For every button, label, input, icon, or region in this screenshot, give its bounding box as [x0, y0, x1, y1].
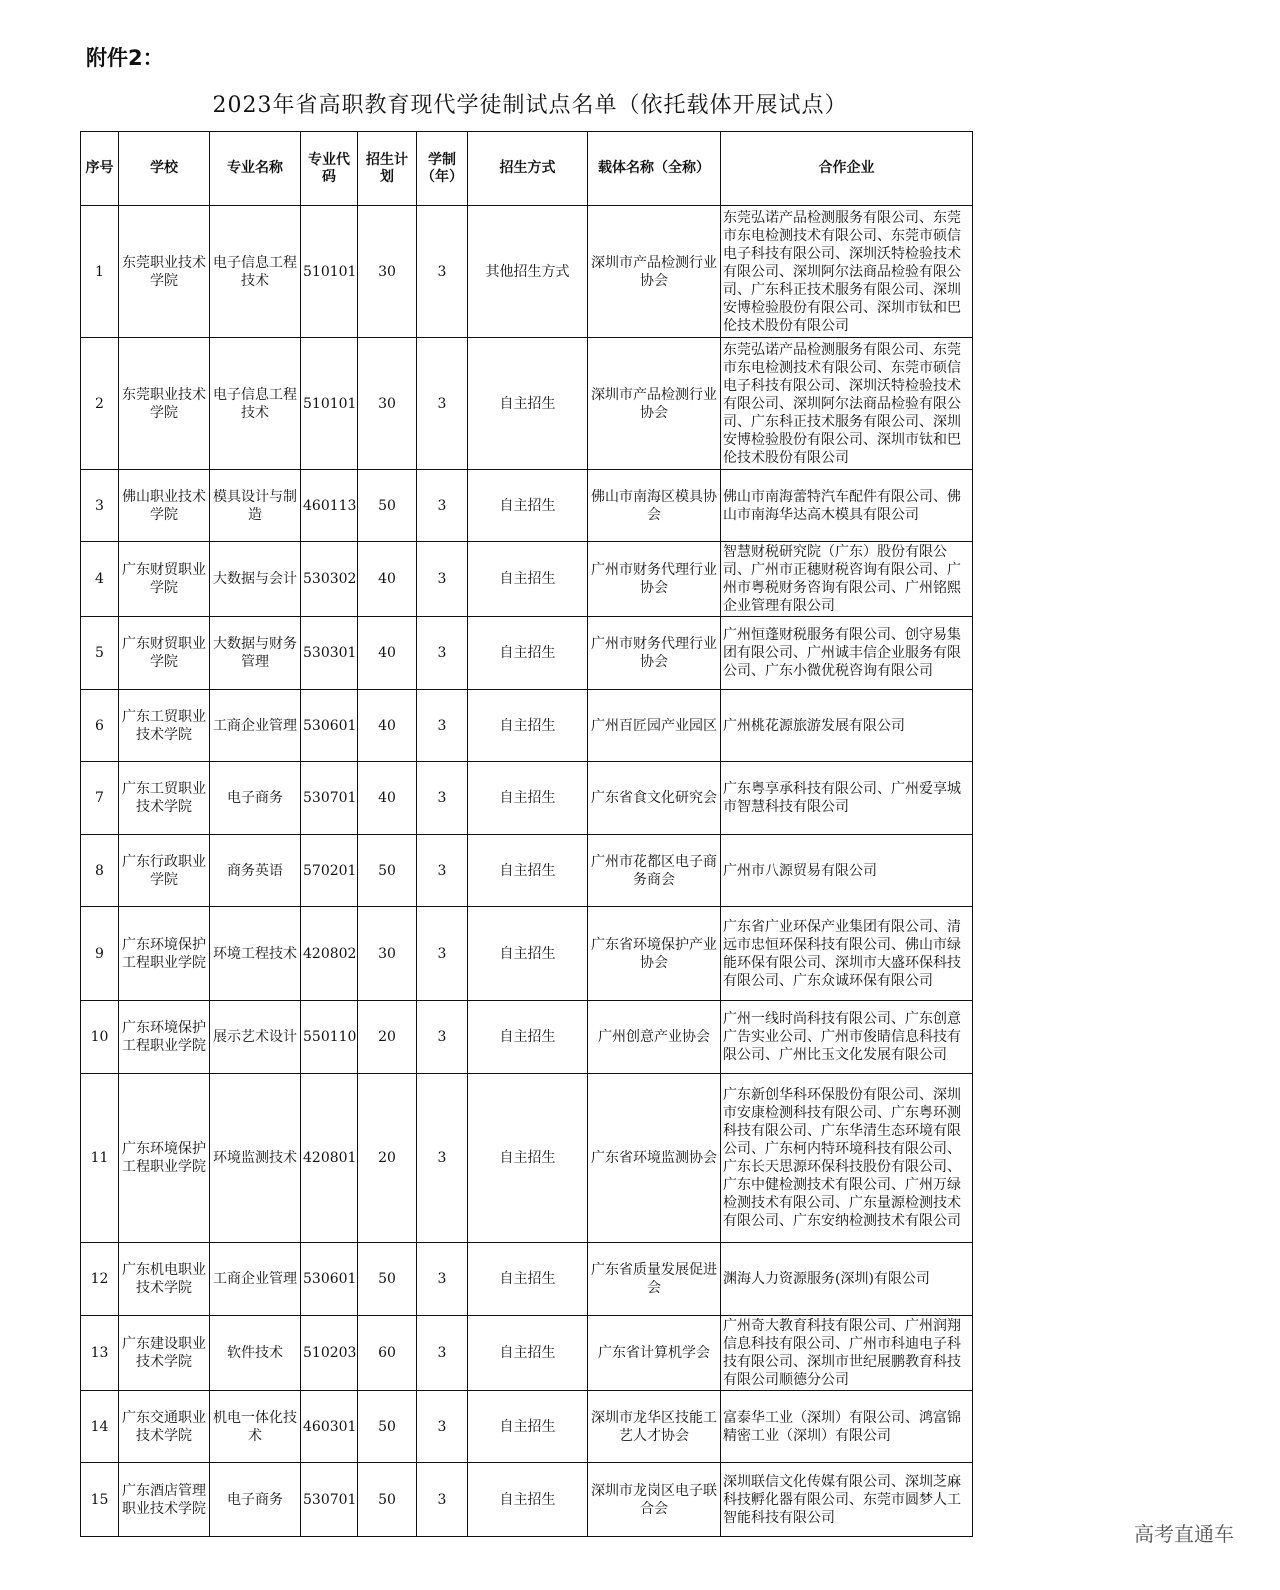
cell-company: 广州一线时尚科技有限公司、广东创意广告实业公司、广州市俊睛信息科技有限公司、广州比玉文化发展有限公司	[721, 1001, 973, 1074]
cell-no: 11	[81, 1074, 119, 1243]
cell-code: 530301	[301, 617, 358, 690]
cell-no: 15	[81, 1463, 119, 1537]
cell-company: 富泰华工业（深圳）有限公司、鸿富锦精密工业（深圳）有限公司	[721, 1391, 973, 1463]
attachment-label: 附件2：	[86, 46, 164, 70]
cell-method: 自主招生	[468, 1316, 588, 1391]
cell-years: 3	[417, 1391, 468, 1463]
cell-method: 自主招生	[468, 835, 588, 907]
cell-major: 电子商务	[210, 1463, 301, 1537]
cell-years: 3	[417, 1243, 468, 1316]
cell-school: 东莞职业技术学院	[119, 206, 210, 338]
cell-school: 广东环境保护工程职业学院	[119, 907, 210, 1001]
cell-years: 3	[417, 762, 468, 835]
cell-company: 广州市八源贸易有限公司	[721, 835, 973, 907]
cell-code: 510101	[301, 206, 358, 338]
cell-years: 3	[417, 206, 468, 338]
cell-company: 广东粤享承科技有限公司、广州爱享城市智慧科技有限公司	[721, 762, 973, 835]
cell-years: 3	[417, 1074, 468, 1243]
cell-code: 460113	[301, 470, 358, 542]
cell-method: 自主招生	[468, 1243, 588, 1316]
cell-major: 工商企业管理	[210, 1243, 301, 1316]
cell-plan: 50	[358, 1463, 417, 1537]
cell-method: 自主招生	[468, 1074, 588, 1243]
cell-major: 大数据与会计	[210, 542, 301, 617]
cell-method: 自主招生	[468, 1001, 588, 1074]
cell-company: 广东新创华科环保股份有限公司、深圳市安康检测科技有限公司、广东粤环测科技有限公司、广东华清生态环境有限公司、广东柯内特环境科技有限公司、广东长天思源环保科技股份有限公司、广东中健检测技术有限公司、广州万绿检测技术有限公司、广东量源检测技术有限公司、广东安纳检测技术有限公司	[721, 1074, 973, 1243]
cell-plan: 50	[358, 835, 417, 907]
cell-company: 广州恒蓬财税服务有限公司、创守易集团有限公司、广州诚丰信企业服务有限公司、广东小微优税咨询有限公司	[721, 617, 973, 690]
cell-company: 渊海人力资源服务(深圳)有限公司	[721, 1243, 973, 1316]
cell-carrier: 广州市财务代理行业协会	[588, 542, 721, 617]
header-method: 招生方式	[468, 132, 588, 206]
header-years: 学制（年）	[417, 132, 468, 206]
table-row	[81, 835, 973, 907]
cell-method: 自主招生	[468, 338, 588, 470]
cell-plan: 30	[358, 338, 417, 470]
cell-carrier: 广东省环境保护产业协会	[588, 907, 721, 1001]
cell-carrier: 广州市花都区电子商务商会	[588, 835, 721, 907]
cell-carrier: 广州百匠园产业园区	[588, 690, 721, 762]
cell-carrier: 广东省质量发展促进会	[588, 1243, 721, 1316]
cell-school: 广东建设职业技术学院	[119, 1316, 210, 1391]
cell-plan: 20	[358, 1074, 417, 1243]
cell-school: 广东行政职业学院	[119, 835, 210, 907]
cell-no: 2	[81, 338, 119, 470]
cell-plan: 40	[358, 690, 417, 762]
table-row	[81, 1243, 973, 1316]
cell-school: 广东酒店管理职业技术学院	[119, 1463, 210, 1537]
header-school: 学校	[119, 132, 210, 206]
cell-years: 3	[417, 690, 468, 762]
cell-plan: 30	[358, 206, 417, 338]
cell-code: 530302	[301, 542, 358, 617]
cell-no: 1	[81, 206, 119, 338]
cell-company: 东莞弘诺产品检测服务有限公司、东莞市东电检测技术有限公司、东莞市硕信电子科技有限公司、深圳沃特检验技术有限公司、深圳阿尔法商品检验有限公司、广东科正技术服务有限公司、深圳安博检验股份有限公司、深圳市钛和巴伦技术股份有限公司	[721, 338, 973, 470]
cell-years: 3	[417, 1001, 468, 1074]
table-row	[81, 542, 973, 617]
cell-school: 广东财贸职业学院	[119, 542, 210, 617]
cell-school: 广东工贸职业技术学院	[119, 690, 210, 762]
cell-code: 420801	[301, 1074, 358, 1243]
page-title: 2023年省高职教育现代学徒制试点名单（依托载体开展试点）	[212, 93, 848, 118]
cell-school: 东莞职业技术学院	[119, 338, 210, 470]
cell-carrier: 广州创意产业协会	[588, 1001, 721, 1074]
cell-carrier: 广东省计算机学会	[588, 1316, 721, 1391]
cell-major: 电子商务	[210, 762, 301, 835]
cell-no: 6	[81, 690, 119, 762]
cell-method: 自主招生	[468, 1463, 588, 1537]
cell-school: 广东财贸职业学院	[119, 617, 210, 690]
cell-code: 510203	[301, 1316, 358, 1391]
cell-no: 8	[81, 835, 119, 907]
cell-company: 东莞弘诺产品检测服务有限公司、东莞市东电检测技术有限公司、东莞市硕信电子科技有限公司、深圳沃特检验技术有限公司、深圳阿尔法商品检验有限公司、广东科正技术服务有限公司、深圳安博检验股份有限公司、深圳市钛和巴伦技术股份有限公司	[721, 206, 973, 338]
cell-carrier: 广东省环境监测协会	[588, 1074, 721, 1243]
cell-school: 广东环境保护工程职业学院	[119, 1074, 210, 1243]
cell-code: 550110	[301, 1001, 358, 1074]
cell-no: 7	[81, 762, 119, 835]
watermark-text: 高考直通车	[1134, 1522, 1234, 1546]
cell-major: 商务英语	[210, 835, 301, 907]
cell-plan: 20	[358, 1001, 417, 1074]
cell-plan: 60	[358, 1316, 417, 1391]
cell-years: 3	[417, 1316, 468, 1391]
header-company: 合作企业	[721, 132, 973, 206]
cell-no: 4	[81, 542, 119, 617]
cell-company: 广东省广业环保产业集团有限公司、清远市忠恒环保科技有限公司、佛山市绿能环保有限公司、深圳市大盛环保科技有限公司、广东众诚环保有限公司	[721, 907, 973, 1001]
table-row	[81, 1074, 973, 1243]
cell-school: 佛山职业技术学院	[119, 470, 210, 542]
cell-major: 展示艺术设计	[210, 1001, 301, 1074]
cell-no: 5	[81, 617, 119, 690]
cell-major: 大数据与财务管理	[210, 617, 301, 690]
cell-years: 3	[417, 470, 468, 542]
cell-company: 广州奇大教育科技有限公司、广州润翔信息科技有限公司、广州市科迪电子科技有限公司、深圳市世纪展鹏教育科技有限公司顺德分公司	[721, 1316, 973, 1391]
cell-company: 智慧财税研究院（广东）股份有限公司、广州市正穗财税咨询有限公司、广州市粤税财务咨询有限公司、广州铭熙企业管理有限公司	[721, 542, 973, 617]
cell-major: 电子信息工程技术	[210, 206, 301, 338]
cell-years: 3	[417, 1463, 468, 1537]
cell-code: 530601	[301, 1243, 358, 1316]
cell-carrier: 深圳市产品检测行业协会	[588, 206, 721, 338]
table-row	[81, 338, 973, 470]
cell-school: 广东交通职业技术学院	[119, 1391, 210, 1463]
cell-years: 3	[417, 617, 468, 690]
cell-major: 电子信息工程技术	[210, 338, 301, 470]
cell-method: 其他招生方式	[468, 206, 588, 338]
cell-major: 环境监测技术	[210, 1074, 301, 1243]
cell-no: 3	[81, 470, 119, 542]
cell-carrier: 广东省食文化研究会	[588, 762, 721, 835]
cell-major: 模具设计与制造	[210, 470, 301, 542]
cell-method: 自主招生	[468, 1391, 588, 1463]
cell-code: 510101	[301, 338, 358, 470]
cell-years: 3	[417, 907, 468, 1001]
cell-code: 530601	[301, 690, 358, 762]
cell-code: 530701	[301, 1463, 358, 1537]
cell-no: 13	[81, 1316, 119, 1391]
cell-plan: 40	[358, 542, 417, 617]
table-row	[81, 617, 973, 690]
table-row	[81, 907, 973, 1001]
cell-plan: 50	[358, 470, 417, 542]
cell-method: 自主招生	[468, 762, 588, 835]
cell-code: 420802	[301, 907, 358, 1001]
table-row	[81, 1463, 973, 1537]
cell-school: 广东机电职业技术学院	[119, 1243, 210, 1316]
cell-company: 深圳联信文化传媒有限公司、深圳芝麻科技孵化器有限公司、东莞市圆梦人工智能科技有限公司	[721, 1463, 973, 1537]
cell-no: 10	[81, 1001, 119, 1074]
header-code: 专业代码	[301, 132, 358, 206]
cell-plan: 50	[358, 1391, 417, 1463]
cell-carrier: 佛山市南海区模具协会	[588, 470, 721, 542]
header-major: 专业名称	[210, 132, 301, 206]
cell-plan: 40	[358, 617, 417, 690]
cell-carrier: 深圳市产品检测行业协会	[588, 338, 721, 470]
cell-company: 佛山市南海蕾特汽车配件有限公司、佛山市南海华达高木模具有限公司	[721, 470, 973, 542]
cell-major: 机电一体化技术	[210, 1391, 301, 1463]
cell-method: 自主招生	[468, 907, 588, 1001]
cell-company: 广州桃花源旅游发展有限公司	[721, 690, 973, 762]
cell-years: 3	[417, 338, 468, 470]
pilot-list-table	[80, 131, 973, 1537]
table-row	[81, 206, 973, 338]
cell-method: 自主招生	[468, 617, 588, 690]
cell-major: 环境工程技术	[210, 907, 301, 1001]
table-row	[81, 470, 973, 542]
table-row	[81, 762, 973, 835]
cell-carrier: 深圳市龙华区技能工艺人才协会	[588, 1391, 721, 1463]
cell-major: 软件技术	[210, 1316, 301, 1391]
cell-method: 自主招生	[468, 690, 588, 762]
cell-carrier: 广州市财务代理行业协会	[588, 617, 721, 690]
cell-school: 广东环境保护工程职业学院	[119, 1001, 210, 1074]
cell-plan: 40	[358, 762, 417, 835]
table-row	[81, 1316, 973, 1391]
table-row	[81, 1001, 973, 1074]
cell-school: 广东工贸职业技术学院	[119, 762, 210, 835]
table-row	[81, 690, 973, 762]
cell-code: 570201	[301, 835, 358, 907]
cell-years: 3	[417, 835, 468, 907]
cell-years: 3	[417, 542, 468, 617]
header-no: 序号	[81, 132, 119, 206]
cell-method: 自主招生	[468, 542, 588, 617]
cell-code: 460301	[301, 1391, 358, 1463]
table-header-row	[81, 132, 973, 206]
cell-plan: 30	[358, 907, 417, 1001]
cell-no: 14	[81, 1391, 119, 1463]
cell-no: 12	[81, 1243, 119, 1316]
header-plan: 招生计划	[358, 132, 417, 206]
cell-method: 自主招生	[468, 470, 588, 542]
cell-no: 9	[81, 907, 119, 1001]
cell-code: 530701	[301, 762, 358, 835]
cell-carrier: 深圳市龙岗区电子联合会	[588, 1463, 721, 1537]
table-row	[81, 1391, 973, 1463]
header-carrier: 载体名称（全称）	[588, 132, 721, 206]
cell-plan: 50	[358, 1243, 417, 1316]
cell-major: 工商企业管理	[210, 690, 301, 762]
